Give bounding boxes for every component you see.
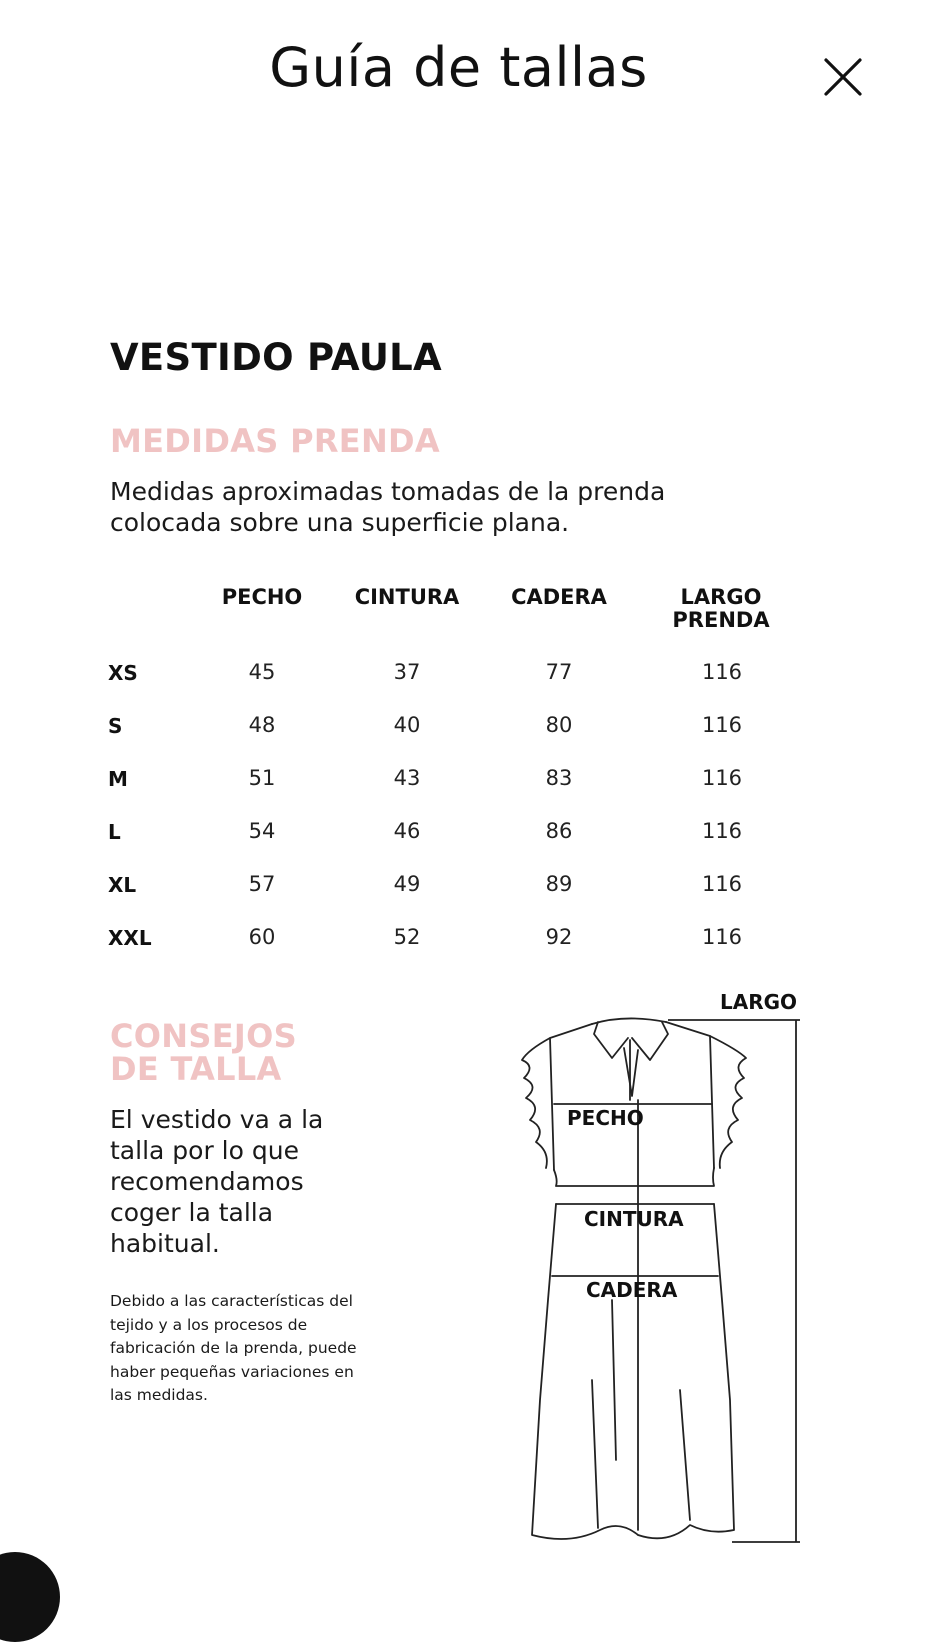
size-label: XS xyxy=(108,661,138,685)
cell-cadera: 92 xyxy=(545,925,573,949)
product-name: VESTIDO PAULA xyxy=(110,336,442,379)
cell-cintura: 49 xyxy=(393,872,421,896)
size-label: L xyxy=(108,820,121,844)
column-header-largo: LARGO PRENDA xyxy=(672,585,770,632)
cell-cadera: 77 xyxy=(545,660,573,684)
cell-cintura: 46 xyxy=(393,819,421,843)
size-label: S xyxy=(108,714,123,738)
cell-largo: 116 xyxy=(701,766,743,790)
size-label: XXL xyxy=(108,926,152,950)
cell-pecho: 45 xyxy=(248,660,276,684)
cell-cadera: 86 xyxy=(545,819,573,843)
advice-text: El vestido va a la talla por lo que recomendamos coger la talla habitual. xyxy=(110,1105,324,1258)
diagram-label-largo: LARGO xyxy=(720,990,798,1014)
column-header-cintura: CINTURA xyxy=(354,585,460,609)
corner-shape xyxy=(0,1552,60,1642)
cell-largo: 116 xyxy=(701,819,743,843)
column-header-cadera: CADERA xyxy=(511,585,607,609)
size-label: M xyxy=(108,767,128,791)
measures-heading: MEDIDAS PRENDA xyxy=(110,422,440,460)
cell-pecho: 51 xyxy=(248,766,276,790)
diagram-label-cadera: CADERA xyxy=(586,1278,678,1302)
cell-pecho: 60 xyxy=(248,925,276,949)
advice-heading: CONSEJOS DE TALLA xyxy=(110,1017,297,1088)
cell-largo: 116 xyxy=(701,660,743,684)
cell-cintura: 40 xyxy=(393,713,421,737)
cell-pecho: 57 xyxy=(248,872,276,896)
advice-note: Debido a las características del tejido y a los procesos de fabricación de la prenda, puede haber pequeñas variaciones en las medidas. xyxy=(110,1292,357,1404)
close-icon xyxy=(822,56,864,98)
page-title: Guía de tallas xyxy=(269,36,648,99)
measures-description: Medidas aproximadas tomadas de la prenda colocada sobre una superficie plana. xyxy=(110,477,666,537)
cell-cintura: 52 xyxy=(393,925,421,949)
cell-pecho: 48 xyxy=(248,713,276,737)
diagram-label-pecho: PECHO xyxy=(567,1106,644,1130)
close-button[interactable] xyxy=(822,56,864,98)
cell-largo: 116 xyxy=(701,872,743,896)
column-header-pecho: PECHO xyxy=(221,585,303,609)
cell-cadera: 89 xyxy=(545,872,573,896)
cell-cintura: 43 xyxy=(393,766,421,790)
cell-cadera: 80 xyxy=(545,713,573,737)
cell-cintura: 37 xyxy=(393,660,421,684)
size-label: XL xyxy=(108,873,137,897)
diagram-label-cintura: CINTURA xyxy=(584,1207,684,1231)
cell-pecho: 54 xyxy=(248,819,276,843)
cell-largo: 116 xyxy=(701,713,743,737)
cell-largo: 116 xyxy=(701,925,743,949)
cell-cadera: 83 xyxy=(545,766,573,790)
